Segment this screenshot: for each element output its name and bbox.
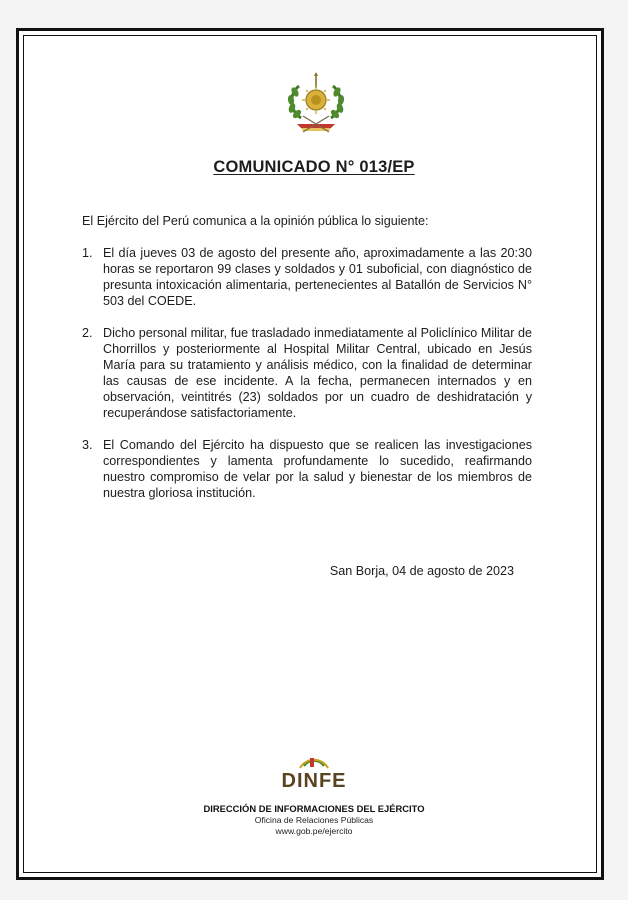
list-item — [82, 325, 532, 421]
item-text: El día jueves 03 de agosto del presente año, aproximadamente a las 20:30 horas se reportaron 99 clases y soldados y 01 suboficial, con diagnóstico de presunta intoxicación alimentaria, pertenecientes al Batallón de Servicios N° 503 del COEDE. — [103, 246, 532, 308]
place-date: San Borja, 04 de agosto de 2023 — [329, 564, 514, 578]
item-number: 1. — [82, 246, 93, 260]
footer-block — [0, 752, 628, 836]
website-link[interactable]: www.gob.pe/ejercito — [275, 826, 353, 836]
directorate-name: DIRECCIÓN DE INFORMACIONES DEL EJÉRCITO — [203, 803, 425, 814]
numbered-list — [82, 245, 532, 501]
item-number: 2. — [82, 326, 93, 340]
dinfe-logo-text: DINFE — [281, 770, 347, 792]
intro-text: El Ejército del Perú comunica a la opinión pública lo siguiente: — [82, 214, 429, 228]
item-text: El Comando del Ejército ha dispuesto que se realicen las investigaciones correspondientes y lamenta profundamente lo sucedido, reafirmando nuestro compromiso de velar por la salud y bienestar de los miembros de nuestra gloriosa institución. — [103, 438, 532, 500]
item-number: 3. — [82, 438, 93, 452]
office-name: Oficina de Relaciones Públicas — [254, 815, 374, 825]
document-title: COMUNICADO N° 013/EP — [213, 158, 415, 176]
list-item — [82, 245, 532, 309]
list-item — [82, 437, 532, 501]
army-crest-icon — [283, 72, 349, 136]
item-text: Dicho personal militar, fue trasladado inmediatamente al Policlínico Militar de Chorrillos y posteriormente al Hospital Militar Central, ubicado en Jesús María para su tratamiento y análisis médico, con la finalidad de determinar las causas de ese incidente. A la fecha, permanecen internados y en observación, veintitrés (23) soldados por un cuadro de deshidratación y recuperándose satisfactoriamente. — [103, 326, 532, 420]
